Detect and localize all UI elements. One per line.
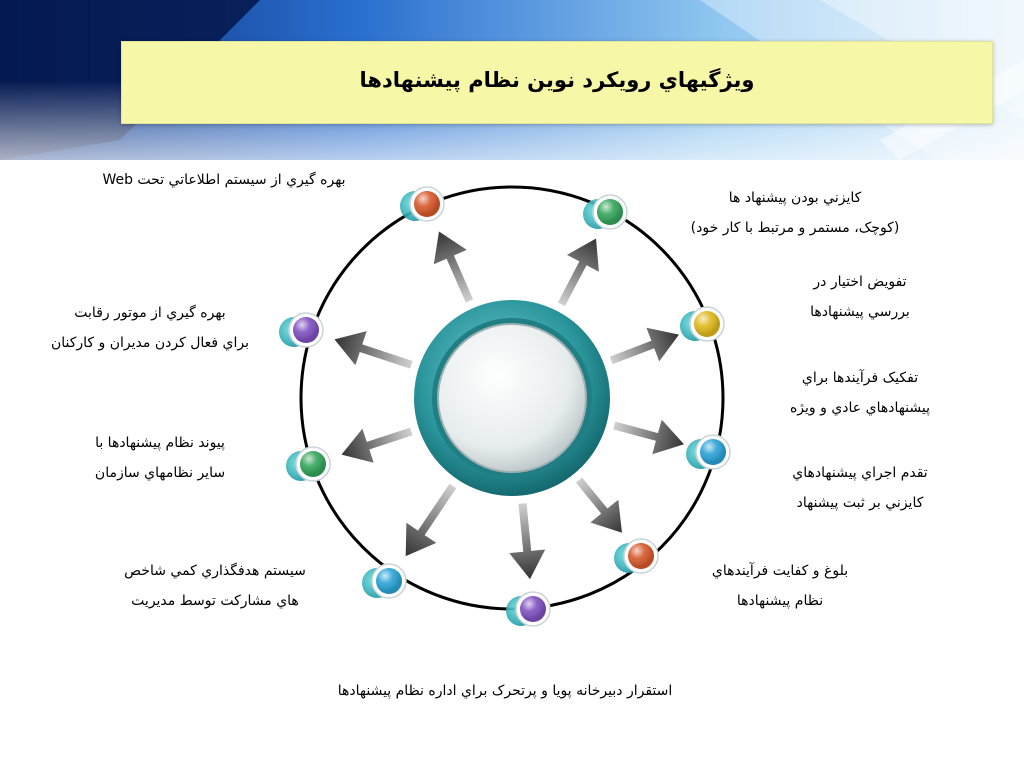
node-6: [506, 592, 550, 626]
feature-label-secretariat: استقرار دبيرخانه پويا و پرتحرک براي اداره نظام پيشنهادها: [337, 683, 673, 699]
arrow-1: [434, 232, 473, 303]
node-9: [279, 313, 323, 347]
arrow-6: [509, 503, 545, 579]
arrow-7: [406, 484, 457, 556]
feature-label-quantitative-targets: سيستم هدفگذاري کمي شاخص هاي مشارکت توسط مديريت: [124, 563, 306, 609]
slide-title: ويژگيهاي رويکرد نوين نظام پيشنهادها: [359, 68, 755, 92]
feature-label-kaizen-suggestions: کايزني بودن پيشنهاد ها (کوچک، مستمر و مرتبط با کار خود): [690, 190, 900, 236]
arrow-3: [610, 328, 679, 364]
feature-label-implementation-priority: تقدم اجراي پيشنهادهاي کايزني بر ثبت پيشنهاد: [792, 465, 928, 511]
arrow-8: [342, 428, 413, 463]
feature-label-competition-engine: بهره گيري از موتور رقابت براي فعال کردن مديران و کارکنان: [50, 305, 250, 351]
arrow-5: [576, 478, 622, 533]
arrow-2: [558, 239, 599, 307]
node-5: [614, 539, 658, 573]
feature-label-system-integration: پيوند نظام پيشنهادها با ساير نظامهاي سازمان: [94, 435, 226, 481]
node-8: [286, 447, 330, 481]
hub-face: [438, 324, 586, 472]
node-3: [680, 307, 724, 341]
node-1: [400, 187, 444, 221]
feature-label-process-separation: تفکيک فرآيندها براي پيشنهادهاي عادي و ويژه: [789, 370, 931, 416]
node-7: [362, 564, 406, 598]
node-2: [583, 195, 627, 229]
arrow-4: [613, 420, 684, 455]
feature-label-process-maturity: بلوغ و کفايت فرآيندهاي نظام پيشنهادها: [711, 563, 849, 609]
node-4: [686, 435, 730, 469]
arrow-9: [335, 331, 413, 369]
feature-label-delegation: تفويض اختيار در بررسي پيشنهادها: [810, 274, 910, 320]
feature-label-web-system: بهره گيري از سيستم اطلاعاتي تحت Web: [102, 172, 346, 188]
